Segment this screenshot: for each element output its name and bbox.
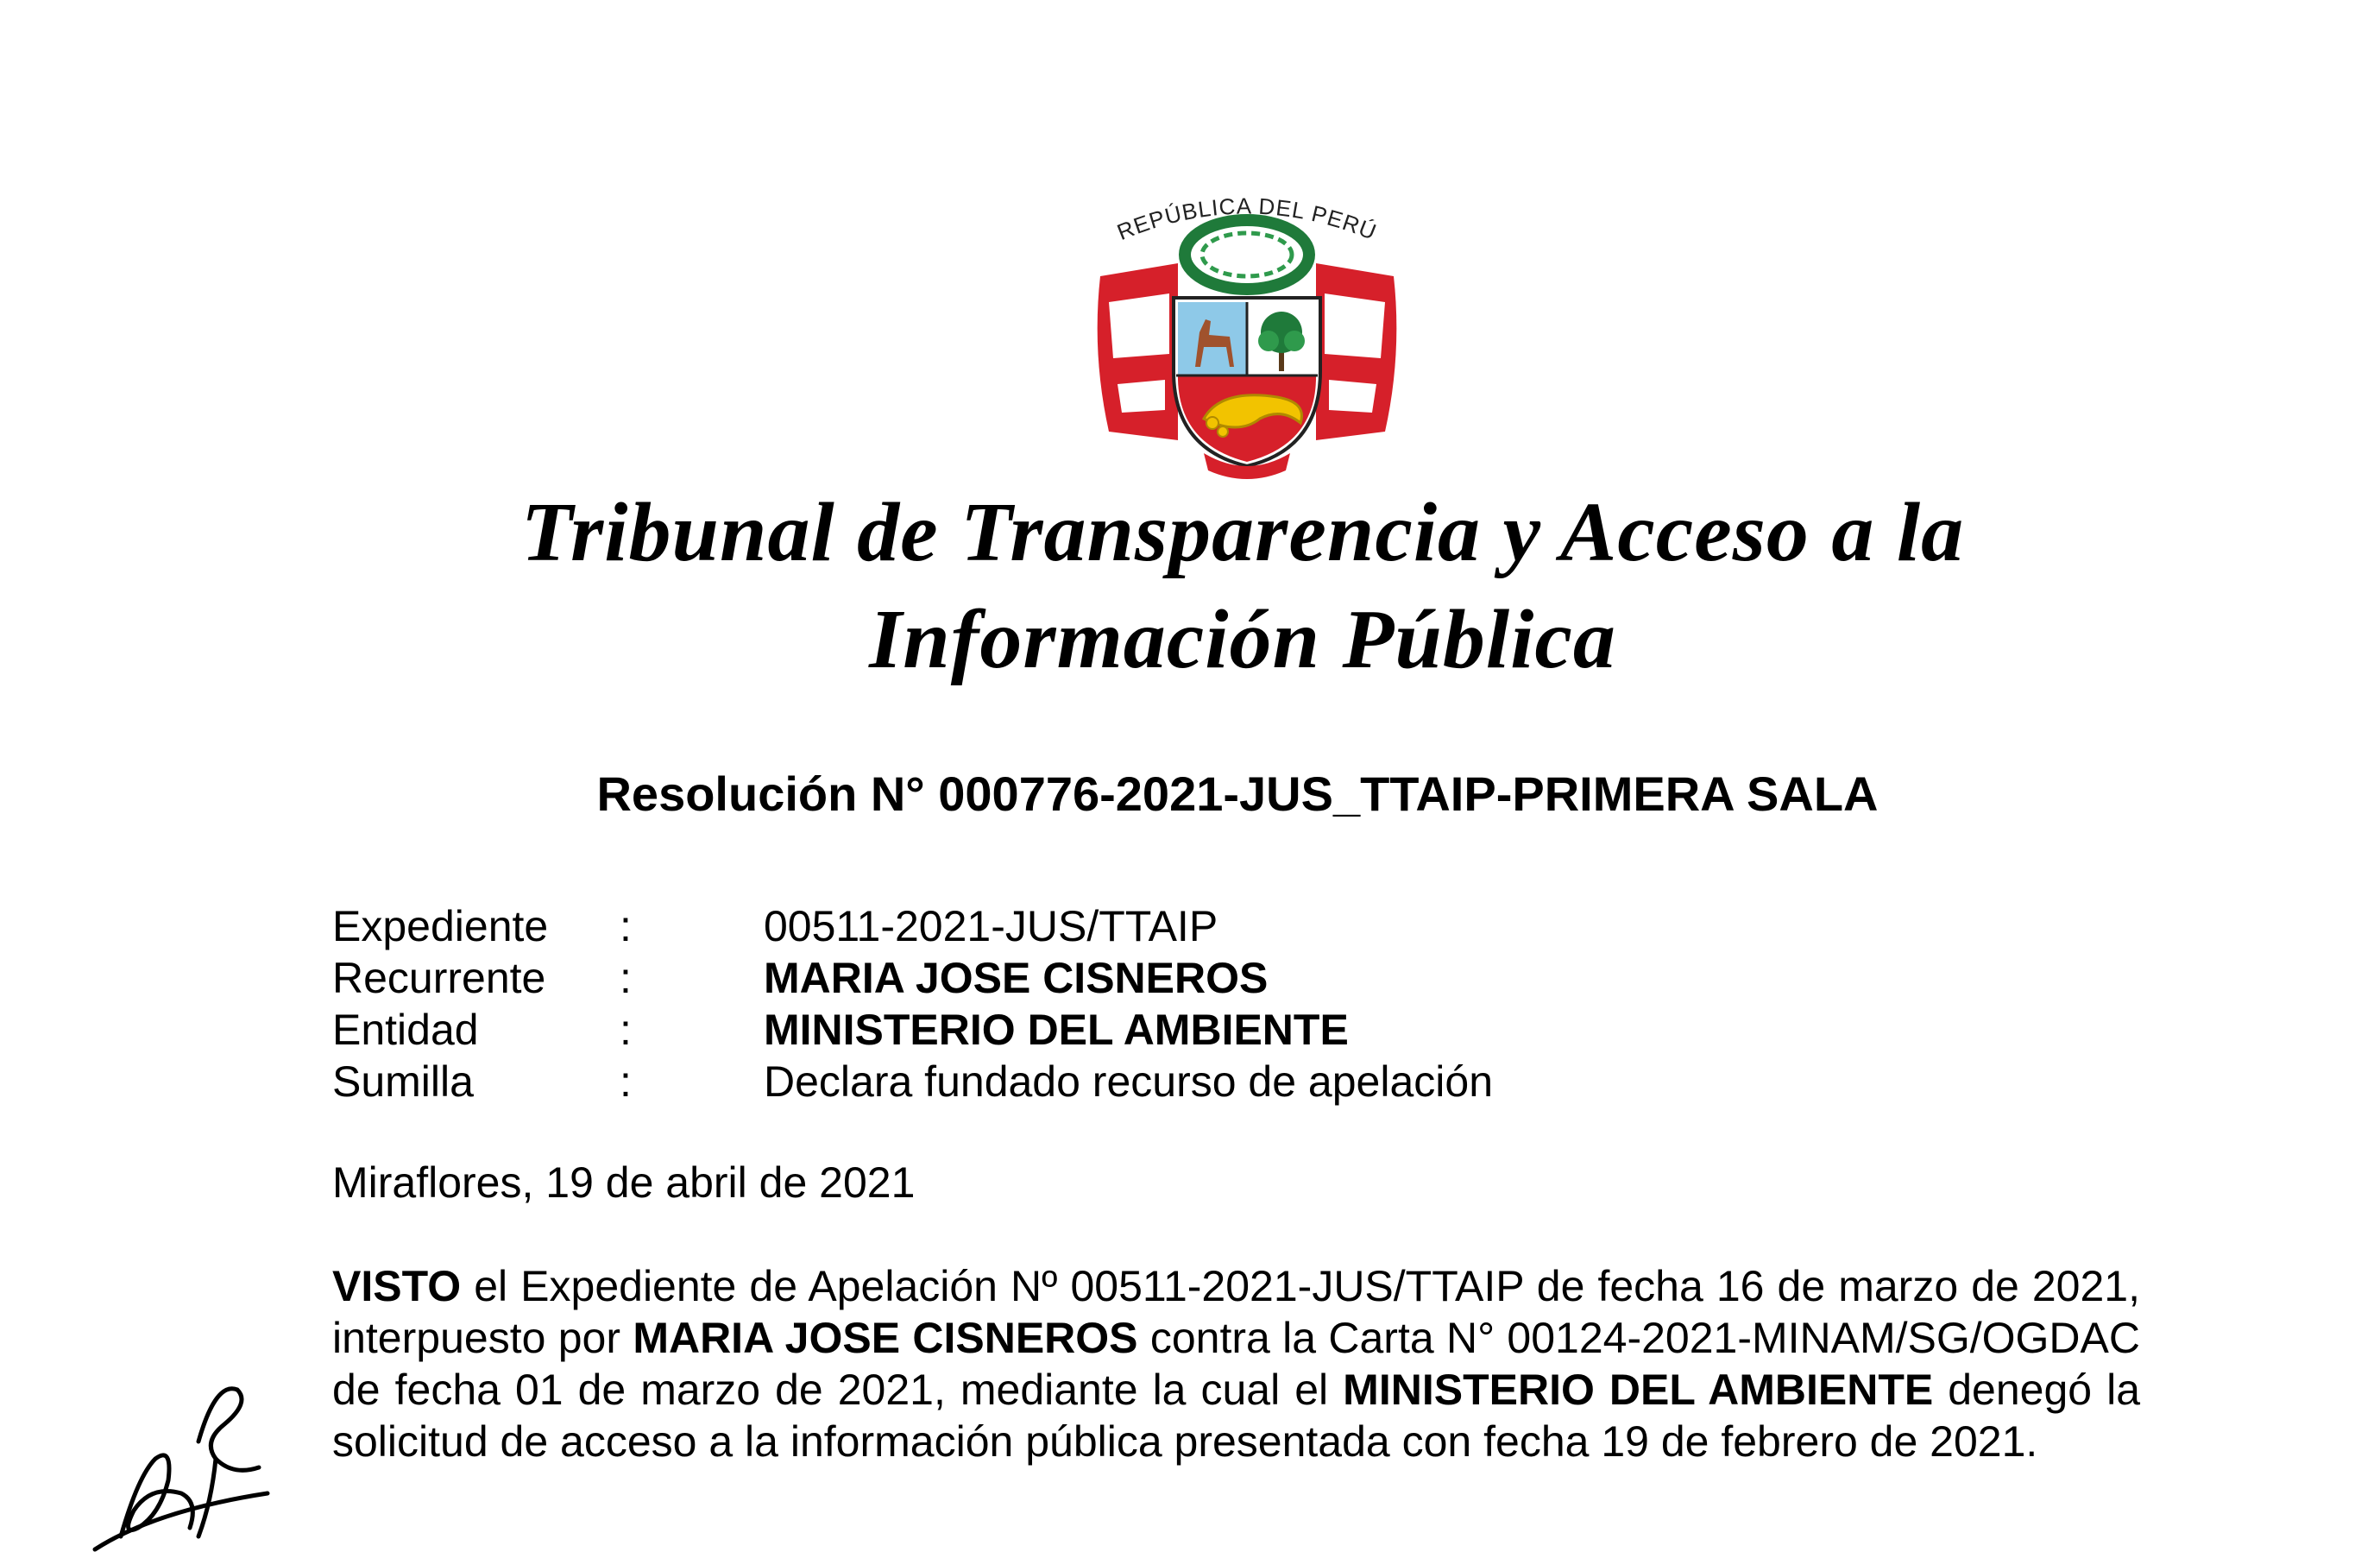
metadata-value: MARIA JOSE CISNEROS bbox=[764, 954, 1269, 1002]
date-location: Miraflores, 19 de abril de 2021 bbox=[332, 1158, 916, 1207]
resolution-title: Resolución N° 000776-2021-JUS_TTAIP-PRIMERA SALA bbox=[596, 767, 1879, 821]
metadata-separator: : bbox=[620, 954, 632, 1002]
handwritten-signature bbox=[86, 1364, 276, 1552]
metadata-value: 00511-2021-JUS/TTAIP bbox=[764, 902, 1218, 950]
tribunal-title: Tribunal de Transparencia y Acceso a la Información Pública bbox=[520, 486, 1965, 686]
visto-text: denegó la solicitud de acceso a la información pública presentada con fecha 19 de febrero de 2021. bbox=[332, 1366, 2140, 1466]
metadata-label: Expediente bbox=[332, 902, 549, 950]
metadata-separator: : bbox=[620, 902, 632, 950]
metadata-label: Sumilla bbox=[332, 1057, 474, 1106]
metadata-value: MINISTERIO DEL AMBIENTE bbox=[764, 1006, 1349, 1054]
metadata-separator: : bbox=[620, 1057, 632, 1106]
visto-text: contra la Carta N° 00124-2021-MINAM/SG/OGDAC de fecha 01 de marzo de 2021, mediante la cual el bbox=[332, 1314, 2140, 1414]
coat-of-arms bbox=[1074, 181, 1420, 483]
visto-appellant: MARIA JOSE CISNEROS bbox=[633, 1314, 1138, 1362]
metadata-label: Recurrente bbox=[332, 954, 546, 1002]
metadata-separator: : bbox=[620, 1006, 632, 1054]
visto-text: el Expediente de Apelación Nº 00511-2021-JUS/TTAIP de fecha 16 de marzo de 2021, interpuesto por bbox=[332, 1262, 2140, 1362]
metadata-value: Declara fundado recurso de apelación bbox=[764, 1057, 1493, 1106]
crest-caption: REPÚBLICA DEL PERÚ bbox=[1113, 192, 1381, 246]
visto-paragraph bbox=[332, 1260, 2140, 1467]
visto-lead: VISTO bbox=[332, 1262, 462, 1310]
metadata-label: Entidad bbox=[332, 1006, 479, 1054]
visto-entity: MINISTERIO DEL AMBIENTE bbox=[1343, 1366, 1934, 1414]
